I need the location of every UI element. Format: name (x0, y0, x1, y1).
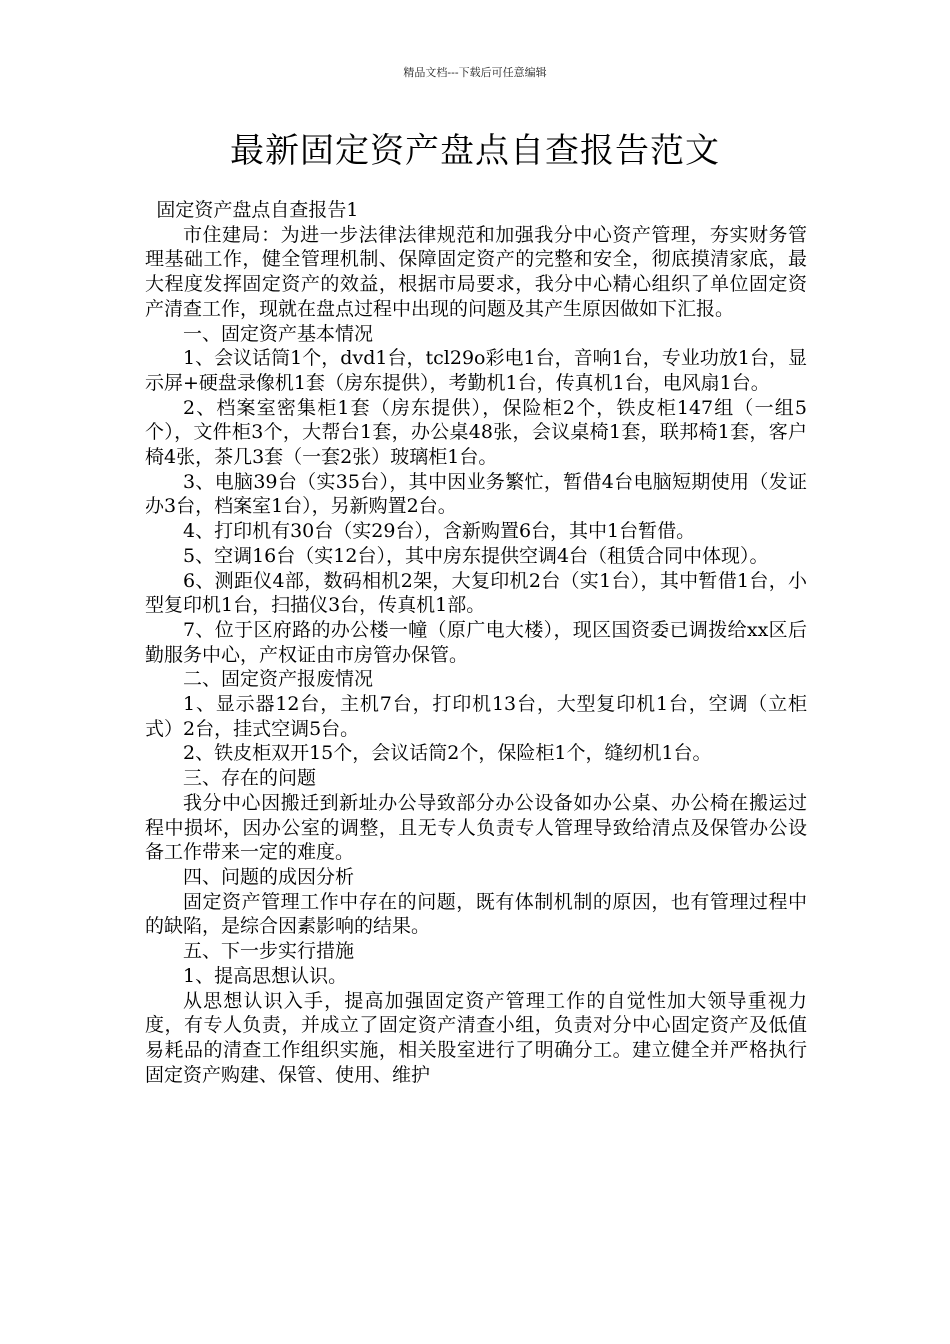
list-item: 2、档案室密集柜1套（房东提供），保险柜2个，铁皮柜147组（一组5个），文件柜3个，大帮台1套，办公桌48张，会议桌椅1套，联邦椅1套，客户椅4张，茶几3套（一套2张）玻璃柜1台。 (145, 396, 807, 469)
header-note: 精品文档---下载后可任意编辑 (403, 66, 547, 79)
section-heading: 一、固定资产基本情况 (183, 322, 374, 345)
list-item: 1、会议话筒1个，dvd1台，tcl29o彩电1台，音响1台，专业功放1台，显示屏+硬盘录像机1套（房东提供），考勤机1台，传真机1台，电风扇1台。 (145, 347, 807, 394)
list-item: 5、空调16台（实12台），其中房东提供空调4台（租赁合同中体现）。 (183, 544, 769, 567)
body-paragraph: 我分中心因搬迁到新址办公导致部分办公设备如办公桌、办公椅在搬运过程中损坏，因办公室的调整，且无专人负责专人管理导致给清点及保管办公设备工作带来一定的难度。 (145, 791, 807, 864)
document-body (145, 198, 807, 1087)
list-item: 1、显示器12台，主机7台，打印机13台，大型复印机1台，空调（立柜式）2台，挂式空调5台。 (145, 693, 807, 740)
body-paragraph: 固定资产管理工作中存在的问题，既有体制机制的原因，也有管理过程中的缺陷，是综合因素影响的结果。 (145, 890, 807, 938)
section-heading: 二、固定资产报废情况 (183, 668, 374, 691)
list-item: 4、打印机有30台（实29台），含新购置6台，其中1台暂借。 (183, 520, 696, 543)
report-subtitle: 固定资产盘点自查报告1 (156, 199, 359, 221)
paragraph-intro: 市住建局：为进一步法律法律规范和加强我分中心资产管理，夯实财务管理基础工作，健全管理机制、保障固定资产的完整和安全，彻底摸清家底，最大程度发挥固定资产的效益，根据市局要求，我分中心精心组织了单位固定资产清查工作，现就在盘点过程中出现的问题及其产生原因做如下汇报。 (145, 223, 807, 320)
section-heading: 四、问题的成因分析 (183, 865, 355, 888)
list-item: 2、铁皮柜双开15个，会议话筒2个，保险柜1个，缝纫机1台。 (183, 742, 712, 765)
section-heading: 五、下一步实行措施 (183, 940, 355, 963)
list-item: 1、提高思想认识。 (183, 964, 348, 987)
section-heading: 三、存在的问题 (183, 767, 317, 790)
list-item: 3、电脑39台（实35台），其中因业务繁忙，暂借4台电脑短期使用（发证办3台，档案室1台），另新购置2台。 (145, 470, 807, 518)
document-title: 最新固定资产盘点自查报告范文 (230, 131, 720, 171)
body-paragraph: 从思想认识入手，提高加强固定资产管理工作的自觉性加大领导重视力度，有专人负责，并成立了固定资产清查小组，负责对分中心固定资产及低值易耗品的清查工作组织实施，相关股室进行了明确分工。建立健全并严格执行固定资产购建、保管、使用、维护 (145, 989, 807, 1086)
list-item: 6、测距仪4部，数码相机2架，大复印机2台（实1台），其中暂借1台，小型复印机1台，扫描仪3台，传真机1部。 (145, 569, 807, 617)
list-item: 7、位于区府路的办公楼一幢（原广电大楼），现区国资委已调拨给xx区后勤服务中心，产权证由市房管办保管。 (145, 618, 807, 666)
